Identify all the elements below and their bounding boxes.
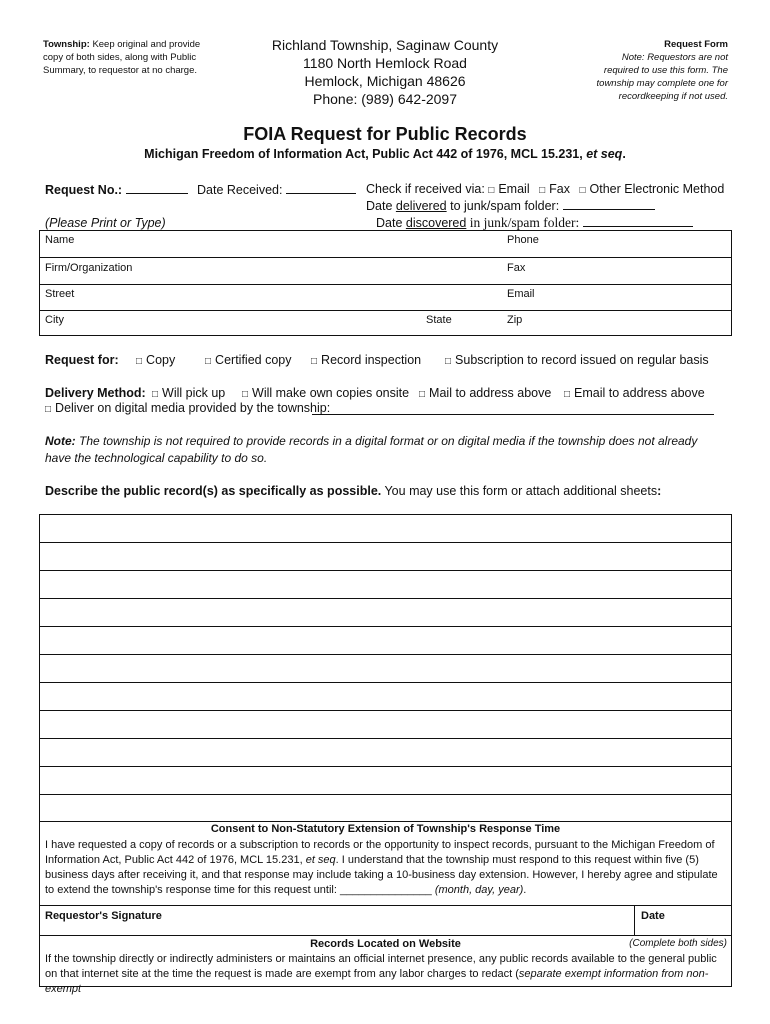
delivery-pickup[interactable]	[152, 386, 225, 400]
divider	[39, 257, 732, 258]
option-certified-copy[interactable]	[205, 353, 291, 367]
describe-colon: :	[657, 484, 662, 498]
delivery-method-label	[45, 386, 146, 400]
page-title: FOIA Request for Public Records	[243, 124, 527, 144]
note-text: The township is not required to provide records in a digital format or on digital media if the township does not already have the technological capability to do so.	[45, 434, 698, 465]
option-subscription[interactable]	[445, 353, 709, 367]
consent-text	[45, 838, 725, 898]
via-option-email: Email	[498, 182, 530, 196]
address-line: Richland Township, Saginaw County	[271, 37, 499, 53]
via-option-fax: Fax	[549, 182, 570, 196]
date-delivered-post: to junk/spam folder:	[446, 199, 560, 213]
address-line: 1180 North Hemlock Road	[303, 55, 467, 71]
address-line: Phone: (989) 642-2097	[313, 91, 457, 107]
city-field[interactable]: City	[45, 314, 64, 326]
delivery-digital-label: Deliver on digital media provided by the township:	[55, 401, 331, 415]
date-delivered-input[interactable]	[563, 198, 655, 210]
delivery-own-copies-label: Will make own copies onsite	[252, 386, 410, 400]
received-via-field	[366, 182, 724, 196]
divider	[39, 310, 732, 311]
divider	[634, 905, 635, 935]
date-discovered-post: in junk/spam folder:	[466, 215, 580, 230]
zip-field[interactable]: Zip	[507, 314, 523, 326]
digital-media-line[interactable]	[312, 414, 714, 415]
state-field[interactable]: State	[426, 314, 452, 326]
description-line	[39, 766, 732, 767]
contact-info-box	[39, 230, 732, 336]
delivery-email[interactable]	[564, 386, 705, 400]
subtitle-end: .	[622, 147, 626, 161]
consent-text-2: . I understand that the township must respond to this request within five (5) business days after receiving it, and that response may include taking a 10-business day extension. However, I hereby agree and stipulate to extend the township's response time for this request until:	[45, 854, 718, 896]
request-for-row	[45, 353, 119, 367]
description-line	[39, 570, 732, 571]
consent-text-paren: (month, day, year)	[434, 884, 524, 896]
description-line	[39, 654, 732, 655]
checkbox-fax-via[interactable]: □	[539, 185, 546, 196]
fax-field[interactable]: Fax	[507, 262, 526, 274]
checkbox-certified-copy[interactable]: □	[205, 356, 212, 367]
delivery-mail[interactable]	[419, 386, 551, 400]
option-record-inspection-label: Record inspection	[321, 353, 422, 367]
website-text	[45, 952, 725, 997]
date-discovered-pre: Date	[376, 216, 406, 230]
address-line: Hemlock, Michigan 48626	[304, 73, 466, 89]
describe-bold: Describe the public record(s) as specifically as possible.	[45, 484, 382, 498]
date-discovered-word: discovered	[405, 216, 467, 230]
option-record-inspection[interactable]	[311, 353, 421, 367]
consent-text-italic: et seq	[305, 854, 336, 866]
description-line	[39, 598, 732, 599]
website-text-italic: separate exempt information from non-exempt	[45, 968, 709, 995]
date-discovered-input[interactable]	[583, 215, 693, 227]
phone-field[interactable]: Phone	[507, 234, 539, 246]
street-field[interactable]: Street	[45, 288, 75, 300]
checkbox-email-via[interactable]: □	[488, 185, 495, 196]
checkbox-subscription[interactable]: □	[445, 356, 452, 367]
option-certified-copy-label: Certified copy	[215, 353, 292, 367]
request-no-input[interactable]	[126, 182, 188, 194]
request-for-label: Request for:	[45, 353, 119, 367]
complete-both-sides-note: (Complete both sides)	[629, 938, 727, 949]
checkbox-pickup[interactable]: □	[152, 389, 159, 400]
checkbox-own-copies[interactable]: □	[242, 389, 249, 400]
date-delivered-field	[366, 198, 655, 213]
requestor-signature-field[interactable]: Requestor's Signature	[45, 910, 162, 922]
description-line	[39, 542, 732, 543]
via-option-other: Other Electronic Method	[589, 182, 725, 196]
description-line	[39, 821, 732, 822]
date-received-label: Date Received:	[197, 183, 283, 197]
page-subtitle	[0, 147, 770, 161]
date-delivered-pre: Date	[366, 199, 396, 213]
please-print-note: (Please Print or Type)	[45, 216, 166, 230]
checkbox-copy[interactable]: □	[136, 356, 143, 367]
header-left-note	[43, 38, 213, 77]
delivery-digital[interactable]	[45, 401, 330, 415]
request-no-label: Request No.:	[45, 183, 123, 197]
option-copy[interactable]	[136, 353, 175, 367]
delivery-mail-label: Mail to address above	[429, 386, 552, 400]
divider	[39, 284, 732, 285]
township-address	[260, 36, 510, 108]
description-line	[39, 626, 732, 627]
subtitle-main: Michigan Freedom of Information Act, Public Act 442 of 1976, MCL 15.231,	[144, 147, 583, 161]
divider	[39, 905, 732, 906]
signature-date-field[interactable]: Date	[641, 910, 665, 922]
divider	[39, 935, 732, 936]
description-line	[39, 710, 732, 711]
date-received-input[interactable]	[286, 182, 356, 194]
request-form-note: Note: Requestors are not required to use this form. The township may complete one for recordkeeping if not used.	[596, 52, 728, 102]
subtitle-italic: et seq	[586, 147, 623, 161]
date-delivered-word: delivered	[395, 199, 447, 213]
consent-text-1: I have requested a copy of records or a subscription to records or the opportunity to inspect records, pursuant to the Michigan Freedom of Information Act, Public Act 442 of 1976, MCL 15.231,	[45, 839, 715, 866]
describe-instruction	[45, 484, 661, 498]
consent-text-end: .	[523, 884, 527, 896]
delivery-pickup-label: Will pick up	[162, 386, 226, 400]
header-left-bold: Township:	[43, 39, 90, 50]
delivery-own-copies[interactable]	[242, 386, 409, 400]
description-line	[39, 738, 732, 739]
request-no-field	[45, 182, 188, 197]
consent-title: Consent to Non-Statutory Extension of Township's Response Time	[210, 823, 561, 835]
name-field[interactable]: Name	[45, 234, 75, 246]
website-title: Records Located on Website	[310, 938, 461, 950]
website-text-body: If the township directly or indirectly administers or maintains an official internet presence, any public records available to the general public on that internet site at the time the request is made are exempt from any labor charges to redact (	[45, 953, 717, 980]
firm-field[interactable]: Firm/Organization	[45, 262, 133, 274]
header-left-text: Keep original and provide copy of both sides, along with Public Summary, to requestor at no charge.	[43, 39, 201, 76]
header-right-note	[585, 38, 728, 103]
delivery-label: Delivery Method:	[45, 386, 146, 400]
checkbox-digital[interactable]: □	[45, 404, 52, 415]
date-received-field	[197, 182, 356, 197]
checkbox-record-inspection[interactable]: □	[311, 356, 318, 367]
describe-text: You may use this form or attach additional sheets	[381, 484, 658, 498]
note-label: Note:	[45, 434, 76, 448]
checkbox-mail[interactable]: □	[419, 389, 426, 400]
request-form-label: Request Form	[664, 39, 728, 50]
checkbox-other-via[interactable]: □	[579, 185, 586, 196]
option-copy-label: Copy	[146, 353, 176, 367]
received-via-label: Check if received via:	[366, 182, 485, 196]
date-discovered-field	[376, 215, 693, 231]
option-subscription-label: Subscription to record issued on regular basis	[455, 353, 709, 367]
note-paragraph	[45, 433, 725, 467]
description-line	[39, 794, 732, 795]
description-line	[39, 682, 732, 683]
checkbox-email[interactable]: □	[564, 389, 571, 400]
consent-date-input[interactable]: _______________	[340, 884, 432, 896]
email-field[interactable]: Email	[507, 288, 535, 300]
delivery-email-label: Email to address above	[574, 386, 705, 400]
